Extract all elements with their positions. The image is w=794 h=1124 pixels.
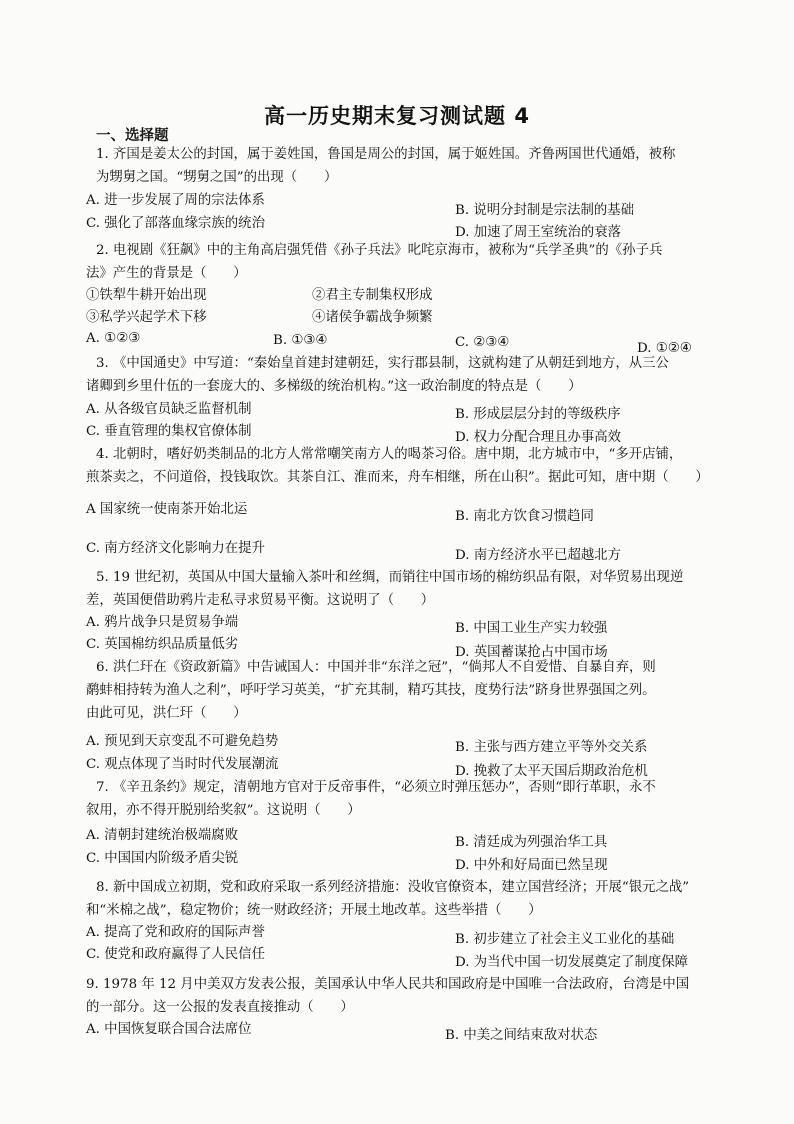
- option-d: D. 加速了周王室统治的衰落: [455, 225, 622, 240]
- question-8-stem: 8. 新中国成立初期，党和政府采取一系列经济措施：没收官僚资本，建立国营经济；开展“银元之战”: [96, 880, 690, 895]
- question-4-stem: 煎茶卖之，不问道俗，投钱取饮。其茶自江、淮而来，舟车相继，所在山积”。据此可知，唐中期（ ）: [86, 470, 709, 485]
- question-2-stem: 法》产生的背景是（ ）: [86, 266, 247, 281]
- option-d: D. 南方经济水平已超越北方: [455, 548, 622, 563]
- option-b: B. 初步建立了社会主义工业化的基础: [455, 932, 675, 947]
- question-1-stem: 为甥舅之国。“甥舅之国”的出现（ ）: [96, 170, 338, 185]
- option-a: A. 鸦片战争只是贸易争端: [86, 615, 239, 630]
- option-b: B. ①③④: [273, 333, 328, 348]
- statement-2: ②君主专制集权形成: [312, 288, 433, 303]
- question-5-stem: 差，英国便借助鸦片走私寻求贸易平衡。这说明了（ ）: [86, 593, 435, 608]
- option-c: C. 观点体现了当时时代发展潮流: [86, 757, 279, 772]
- option-d: D. 为当代中国一切发展奠定了制度保障: [455, 955, 689, 970]
- option-c: C. 南方经济文化影响力在提升: [86, 541, 265, 556]
- option-c: C. 中国国内阶级矛盾尖锐: [86, 851, 239, 866]
- section-heading: 一、选择题: [96, 128, 169, 144]
- question-3-stem: 3. 《中国通史》中写道：“秦始皇首建封建朝廷，实行郡县制，这就构建了从朝廷到地方，从三公: [96, 356, 669, 371]
- question-3-stem: 诸卿到乡里什伍的一套庞大的、多梯级的统治机构。”这一政治制度的特点是（ ）: [86, 379, 582, 394]
- option-a: A. 提高了党和政府的国际声誉: [86, 925, 265, 940]
- option-a: A 国家统一使南茶开始北运: [86, 502, 248, 517]
- option-b: B. 中美之间结束敌对状态: [445, 1028, 598, 1043]
- statement-3: ③私学兴起学术下移: [86, 310, 207, 325]
- question-7-stem: 7. 《辛丑条约》规定，清朝地方官对于反帝事件，“必须立时弹压惩办”，否则“即行革职，永不: [96, 780, 656, 795]
- option-b: B. 南北方饮食习惯趋同: [455, 509, 594, 524]
- page-title: 高一历史期末复习测试题 4: [264, 104, 530, 128]
- option-b: B. 主张与西方建立平等外交关系: [455, 740, 648, 755]
- option-c: C. 英国棉纺织品质量低劣: [86, 637, 239, 652]
- option-b: B. 清廷成为列强治华工具: [455, 835, 608, 850]
- option-a: A. 清朝封建统治极端腐败: [86, 828, 239, 843]
- option-c: C. 使党和政府赢得了人民信任: [86, 947, 265, 962]
- option-c: C. 强化了部落血缘宗族的统治: [86, 216, 265, 231]
- statement-1: ①铁犁牛耕开始出现: [86, 288, 207, 303]
- question-9-stem: 9. 1978 年 12 月中美双方发表公报，美国承认中华人民共和国政府是中国唯一合法政府，台湾是中国: [86, 977, 690, 992]
- option-a: A. 从各级官员缺乏监督机制: [86, 402, 252, 417]
- question-5-stem: 5. 19 世纪初，英国从中国大量输入茶叶和丝绸，而销往中国市场的棉纺织品有限，对华贸易出现逆: [96, 570, 684, 585]
- option-a: A. 进一步发展了周的宗法体系: [86, 193, 265, 208]
- option-b: B. 形成层层分封的等级秩序: [455, 407, 621, 422]
- option-a: A. 中国恢复联合国合法席位: [86, 1022, 252, 1037]
- question-7-stem: 叙用，亦不得开脱别给奖叙”。这说明（ ）: [86, 803, 361, 818]
- option-b: B. 中国工业生产实力较强: [455, 621, 608, 636]
- question-2-stem: 2. 电视剧《狂飙》中的主角高启强凭借《孙子兵法》叱咤京海市，被称为“兵学圣典”的《孙子兵: [96, 243, 663, 258]
- question-1-stem: 1. 齐国是姜太公的封国，属于姜姓国，鲁国是周公的封国，属于姬姓国。齐鲁两国世代通婚，被称: [96, 147, 676, 162]
- option-b: B. 说明分封制是宗法制的基础: [455, 203, 635, 218]
- option-d: D. 权力分配合理且办事高效: [455, 430, 622, 445]
- option-d: D. 英国蓄谋抢占中国市场: [455, 645, 608, 660]
- statement-4: ④诸侯争霸战争频繁: [312, 310, 433, 325]
- option-c: C. 垂直管理的集权官僚体制: [86, 424, 252, 439]
- option-c: C. ②③④: [455, 335, 510, 350]
- option-d: D. ①②④: [637, 341, 692, 356]
- question-8-stem: 和“米棉之战”，稳定物价；统一财政经济；开展土地改革。这些举措（ ）: [86, 903, 542, 918]
- option-d: D. 挽救了太平天国后期政治危机: [455, 764, 648, 779]
- question-4-stem: 4. 北朝时，嗜好奶类制品的北方人常常嘲笑南方人的喝茶习俗。唐中期，北方城市中，“多开店铺，: [96, 447, 683, 462]
- question-6-stem: 由此可见，洪仁玕（ ）: [86, 706, 247, 721]
- option-d: D. 中外和好局面已然呈现: [455, 858, 608, 873]
- question-6-stem: 6. 洪仁玕在《资政新篇》中告诫国人：中国并非“东洋之冠”，“倘邦人不自爱惜、自暴自弃，则: [96, 660, 656, 675]
- question-6-stem: 鹬蚌相持转为渔人之利”，呼吁学习英美，“扩充其制，精巧其技，度势行法”跻身世界强国之列。: [86, 683, 656, 698]
- question-9-stem: 的一部分。这一公报的发表直接推动（ ）: [86, 1000, 354, 1015]
- option-a: A. 预见到天京变乱不可避免趋势: [86, 734, 279, 749]
- option-a: A. ①②③: [86, 331, 141, 346]
